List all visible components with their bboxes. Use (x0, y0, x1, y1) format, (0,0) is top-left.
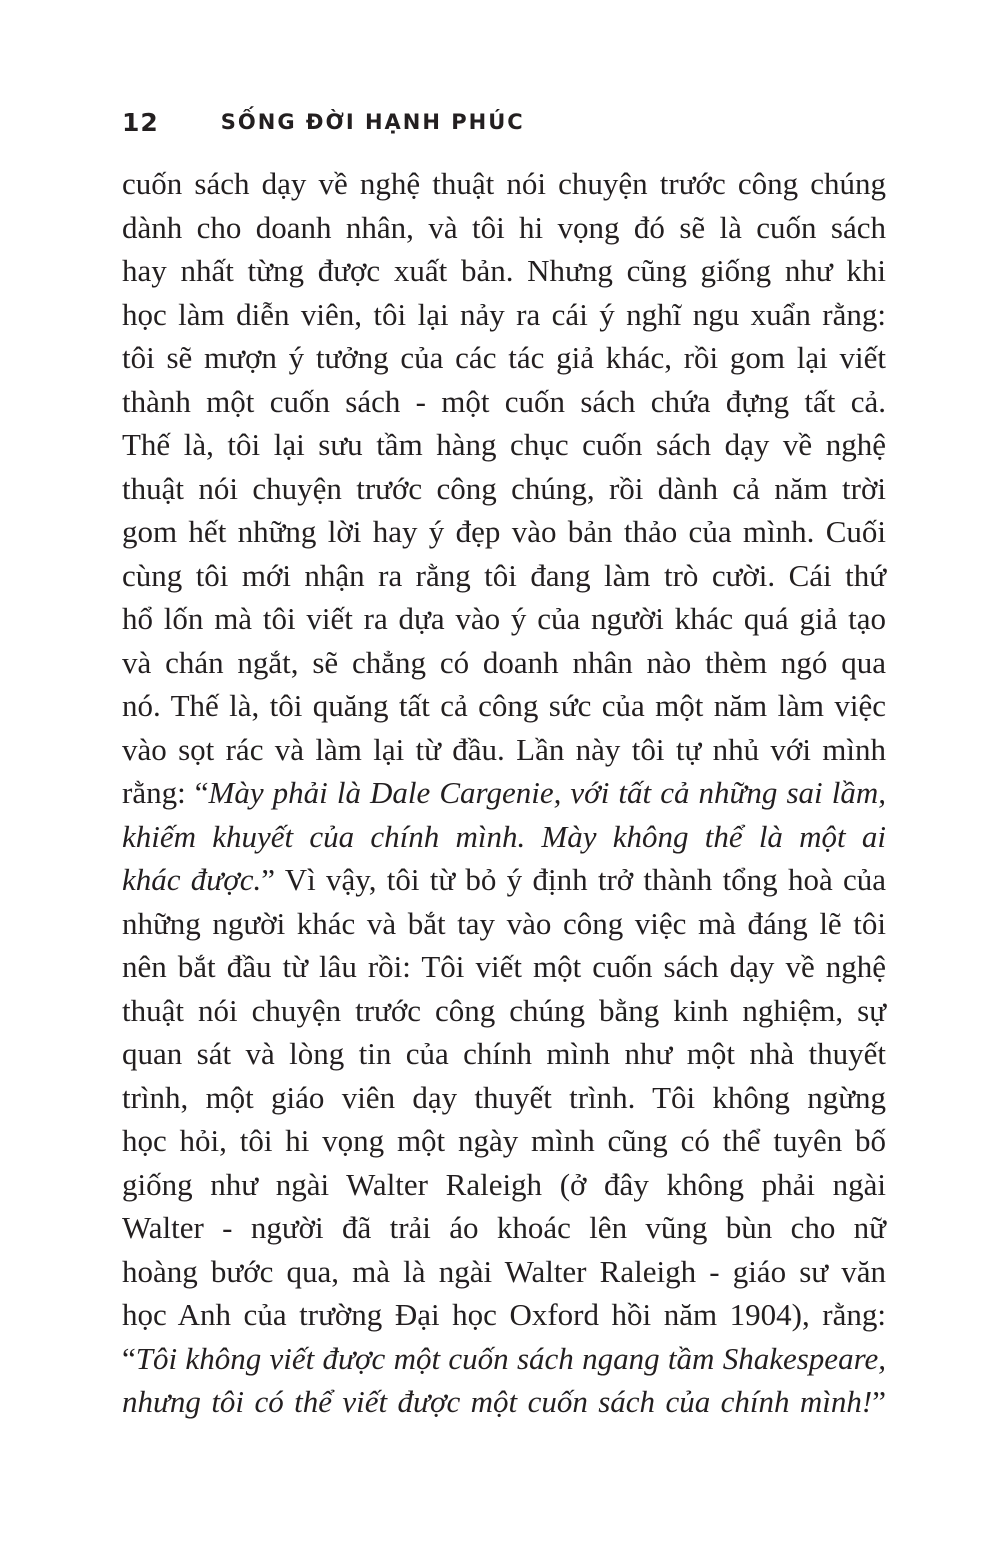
text-line (122, 467, 886, 511)
running-head (122, 104, 525, 140)
text-run: thành một cuốn sách - một cuốn sách chứa đựng tất cả. (122, 383, 886, 419)
page-number: 12 (122, 107, 159, 137)
text-line (122, 989, 886, 1033)
text-run: gom hết những lời hay ý đẹp vào bản thảo của mình. Cuối (122, 514, 886, 549)
text-run: giống như ngài Walter Raleigh (ở đây không phải ngài (122, 1166, 886, 1202)
text-run: rằng: “ (122, 775, 209, 810)
text-run: vào sọt rác và làm lại từ đầu. Lần này tôi tự nhủ với mình (122, 731, 886, 767)
text-line (122, 206, 886, 250)
text-run: tôi sẽ mượn ý tưởng của các tác giả khác, rồi gom lại viết (122, 340, 886, 375)
text-run: Thế là, tôi lại sưu tầm hàng chục cuốn sách dạy về nghệ (122, 427, 886, 462)
text-line (122, 815, 886, 859)
text-line (122, 771, 886, 815)
text-line (122, 1337, 886, 1381)
italic-text-run: khiếm khuyết của chính mình. Mày không thể là một ai (122, 818, 886, 854)
text-line (122, 1163, 886, 1207)
text-line (122, 380, 886, 424)
text-run: “ (122, 1340, 136, 1376)
text-run: nó. Thế là, tôi quăng tất cả công sức của một năm làm việc (122, 688, 886, 723)
text-line (122, 293, 886, 337)
text-run: thuật nói chuyện trước công chúng, rồi dành cả năm trời (122, 470, 886, 506)
text-run: ” (872, 1384, 886, 1419)
text-line (122, 1206, 886, 1250)
italic-text-run: Mày phải là Dale Cargenie, với tất cả những sai lầm, (208, 775, 886, 810)
text-line (122, 1293, 886, 1337)
text-run: hoàng bước qua, mà là ngài Walter Raleigh - giáo sư văn (122, 1253, 886, 1289)
text-line (122, 728, 886, 772)
text-run: học Anh của trường Đại học Oxford hồi năm 1904), rằng: (122, 1297, 886, 1332)
text-line (122, 1076, 886, 1120)
text-line (122, 1380, 886, 1424)
text-line (122, 858, 886, 902)
text-line (122, 1119, 886, 1163)
text-run: thuật nói chuyện trước công chúng bằng kinh nghiệm, sự (122, 992, 886, 1028)
text-line (122, 336, 886, 380)
text-run: học làm diễn viên, tôi lại nảy ra cái ý nghĩ ngu xuẩn rằng: (122, 296, 886, 332)
text-line (122, 162, 886, 206)
text-line (122, 684, 886, 728)
book-title: SỐNG ĐỜI HẠNH PHÚC (220, 110, 525, 134)
text-run: Walter - người đã trải áo khoác lên vũng bùn cho nữ (122, 1210, 886, 1245)
text-line (122, 423, 886, 467)
text-line (122, 641, 886, 685)
text-line (122, 554, 886, 598)
text-line (122, 1250, 886, 1294)
text-run: hay nhất từng được xuất bản. Nhưng cũng giống như khi (122, 253, 886, 288)
italic-text-run: nhưng tôi có thể viết được một cuốn sách của chính mình! (122, 1384, 873, 1419)
text-run: học hỏi, tôi hi vọng một ngày mình cũng có thể tuyên bố (122, 1123, 886, 1158)
text-line (122, 510, 886, 554)
text-run: hổ lốn mà tôi viết ra dựa vào ý của người khác quá giả tạo (122, 601, 886, 636)
text-run: dành cho doanh nhân, và tôi hi vọng đó sẽ là cuốn sách (122, 209, 886, 245)
text-line (122, 597, 886, 641)
text-line (122, 1032, 886, 1076)
text-run: và chán ngắt, sẽ chẳng có doanh nhân nào thèm ngó qua (122, 644, 886, 680)
text-run: cuốn sách dạy về nghệ thuật nói chuyện trước công chúng (122, 166, 886, 201)
text-line (122, 945, 886, 989)
text-run: nên bắt đầu từ lâu rồi: Tôi viết một cuốn sách dạy về nghệ (122, 949, 886, 984)
italic-text-run: khác được. (122, 862, 262, 897)
text-line (122, 902, 886, 946)
body-text (122, 162, 886, 1424)
text-run: trình, một giáo viên dạy thuyết trình. Tôi không ngừng (122, 1079, 886, 1115)
text-run: quan sát và lòng tin của chính mình như một nhà thuyết (122, 1036, 886, 1071)
text-run: những người khác và bắt tay vào công việc mà đáng lẽ tôi (122, 905, 886, 941)
italic-text-run: Tôi không viết được một cuốn sách ngang tầm Shakespeare, (135, 1340, 886, 1376)
text-line (122, 249, 886, 293)
text-run: ” Vì vậy, tôi từ bỏ ý định trở thành tổng hoà của (261, 862, 886, 897)
text-run: cùng tôi mới nhận ra rằng tôi đang làm trò cười. Cái thứ (122, 557, 886, 593)
